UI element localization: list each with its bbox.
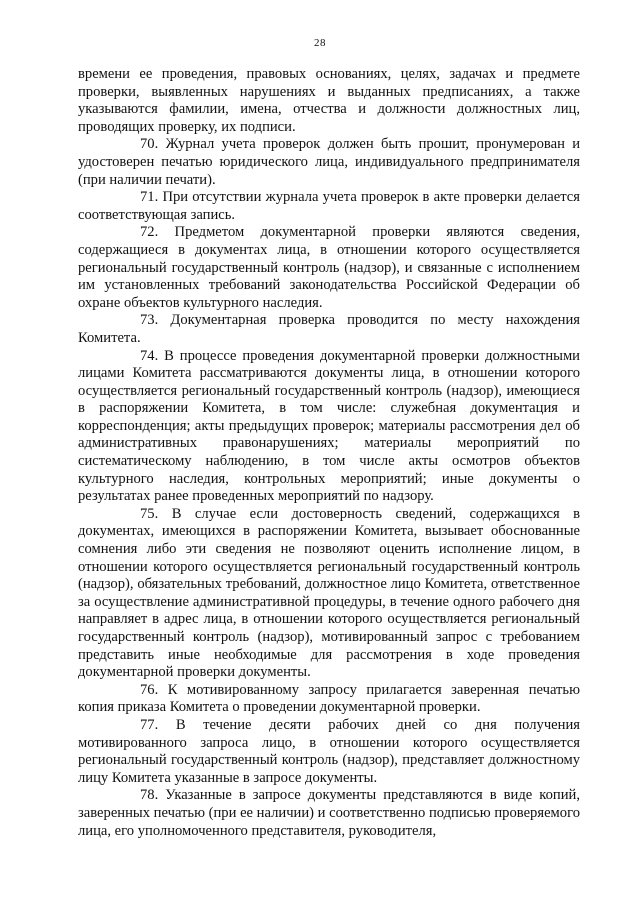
paragraph-continuation bbox=[78, 66, 580, 136]
paragraph-75 bbox=[78, 506, 580, 682]
paragraph-number: 72. bbox=[140, 224, 159, 241]
paragraph-text: В процессе проведения документарной проверки должностными лицами Комитета рассматриваются документы лица, в отношении которого осуществляется региональный государственный контроль (надзор), имеющиеся в распоряжении Комитета, в том числе: служебная документация и корреспонденция; акты предыдущих проверок; материалы рассмотрения дел об административных правонарушениях; материалы мероприятий по систематическому наблюдению, в том числе акты осмотров объектов культурного наследия, контрольных мероприятий; иные документы о результатах ранее проведенных мероприятий по надзору. bbox=[78, 347, 580, 505]
paragraph-71 bbox=[78, 189, 580, 224]
paragraph-text: Предметом документарной проверки являются сведения, содержащиеся в документах лица, в отношении которого осуществляется региональный государственный контроль (надзор), и связанные с исполнением им установленных требований законодательства Российской Федерации об охране объектов культурного наследия. bbox=[78, 224, 580, 311]
paragraph-text: Указанные в запросе документы представляются в виде копий, заверенных печатью (при ее наличии) и соответственно подписью проверяемого лица, его уполномоченного представителя, руководителя, bbox=[78, 787, 580, 839]
paragraph-number: 74. bbox=[140, 347, 159, 364]
paragraph-text: времени ее проведения, правовых основаниях, целях, задачах и предмете проверки, выявленных нарушениях и выданных предписаниях, а также указываются фамилии, имена, отчества и должности должностных лиц, проводящих проверку, их подписи. bbox=[78, 66, 580, 135]
paragraph-72 bbox=[78, 224, 580, 312]
paragraph-text: Документарная проверка проводится по месту нахождения Комитета. bbox=[78, 312, 580, 346]
paragraph-number: 76. bbox=[140, 681, 159, 698]
paragraph-text: В течение десяти рабочих дней со дня получения мотивированного запроса лицо, в отношении которого осуществляется региональный государственный контроль (надзор), представляет должностному лицу Комитета указанные в запросе документы. bbox=[78, 716, 580, 786]
paragraph-number: 73. bbox=[140, 312, 159, 329]
paragraph-text: В случае если достоверность сведений, содержащихся в документах, имеющихся в распоряжении Комитета, вызывает обоснованные сомнения либо эти сведения не позволяют оценить исполнение лицом, в отношении которого осуществляется региональный государственный контроль (надзор), обязательных требований, должностное лицо Комитета, ответственное за осуществление административной процедуры, в течение одного рабочего дня направляет в адрес лица, в отношении которого осуществляется региональный государственный контроль (надзор), мотивированный запрос с требованием представить иные необходимые для рассмотрения в ходе проведения документарной проверки документы. bbox=[78, 505, 580, 681]
paragraph-70 bbox=[78, 136, 580, 189]
paragraph-74 bbox=[78, 348, 580, 506]
paragraph-73 bbox=[78, 312, 580, 347]
document-body bbox=[78, 66, 580, 840]
paragraph-number: 70. bbox=[140, 136, 159, 153]
page-number: 28 bbox=[314, 37, 326, 49]
paragraph-text: К мотивированному запросу прилагается заверенная печатью копия приказа Комитета о проведении документарной проверки. bbox=[78, 681, 580, 716]
paragraph-77 bbox=[78, 717, 580, 787]
paragraph-text: Журнал учета проверок должен быть прошит, пронумерован и удостоверен печатью юридического лица, индивидуального предпринимателя (при наличии печати). bbox=[78, 136, 581, 188]
paragraph-number: 77. bbox=[140, 716, 159, 733]
paragraph-number: 78. bbox=[140, 787, 159, 804]
paragraph-number: 71. bbox=[140, 189, 159, 206]
paragraph-number: 75. bbox=[140, 505, 159, 522]
paragraph-78 bbox=[78, 787, 580, 840]
paragraph-text: При отсутствии журнала учета проверок в акте проверки делается соответствующая запись. bbox=[78, 189, 580, 223]
paragraph-76 bbox=[78, 682, 580, 717]
